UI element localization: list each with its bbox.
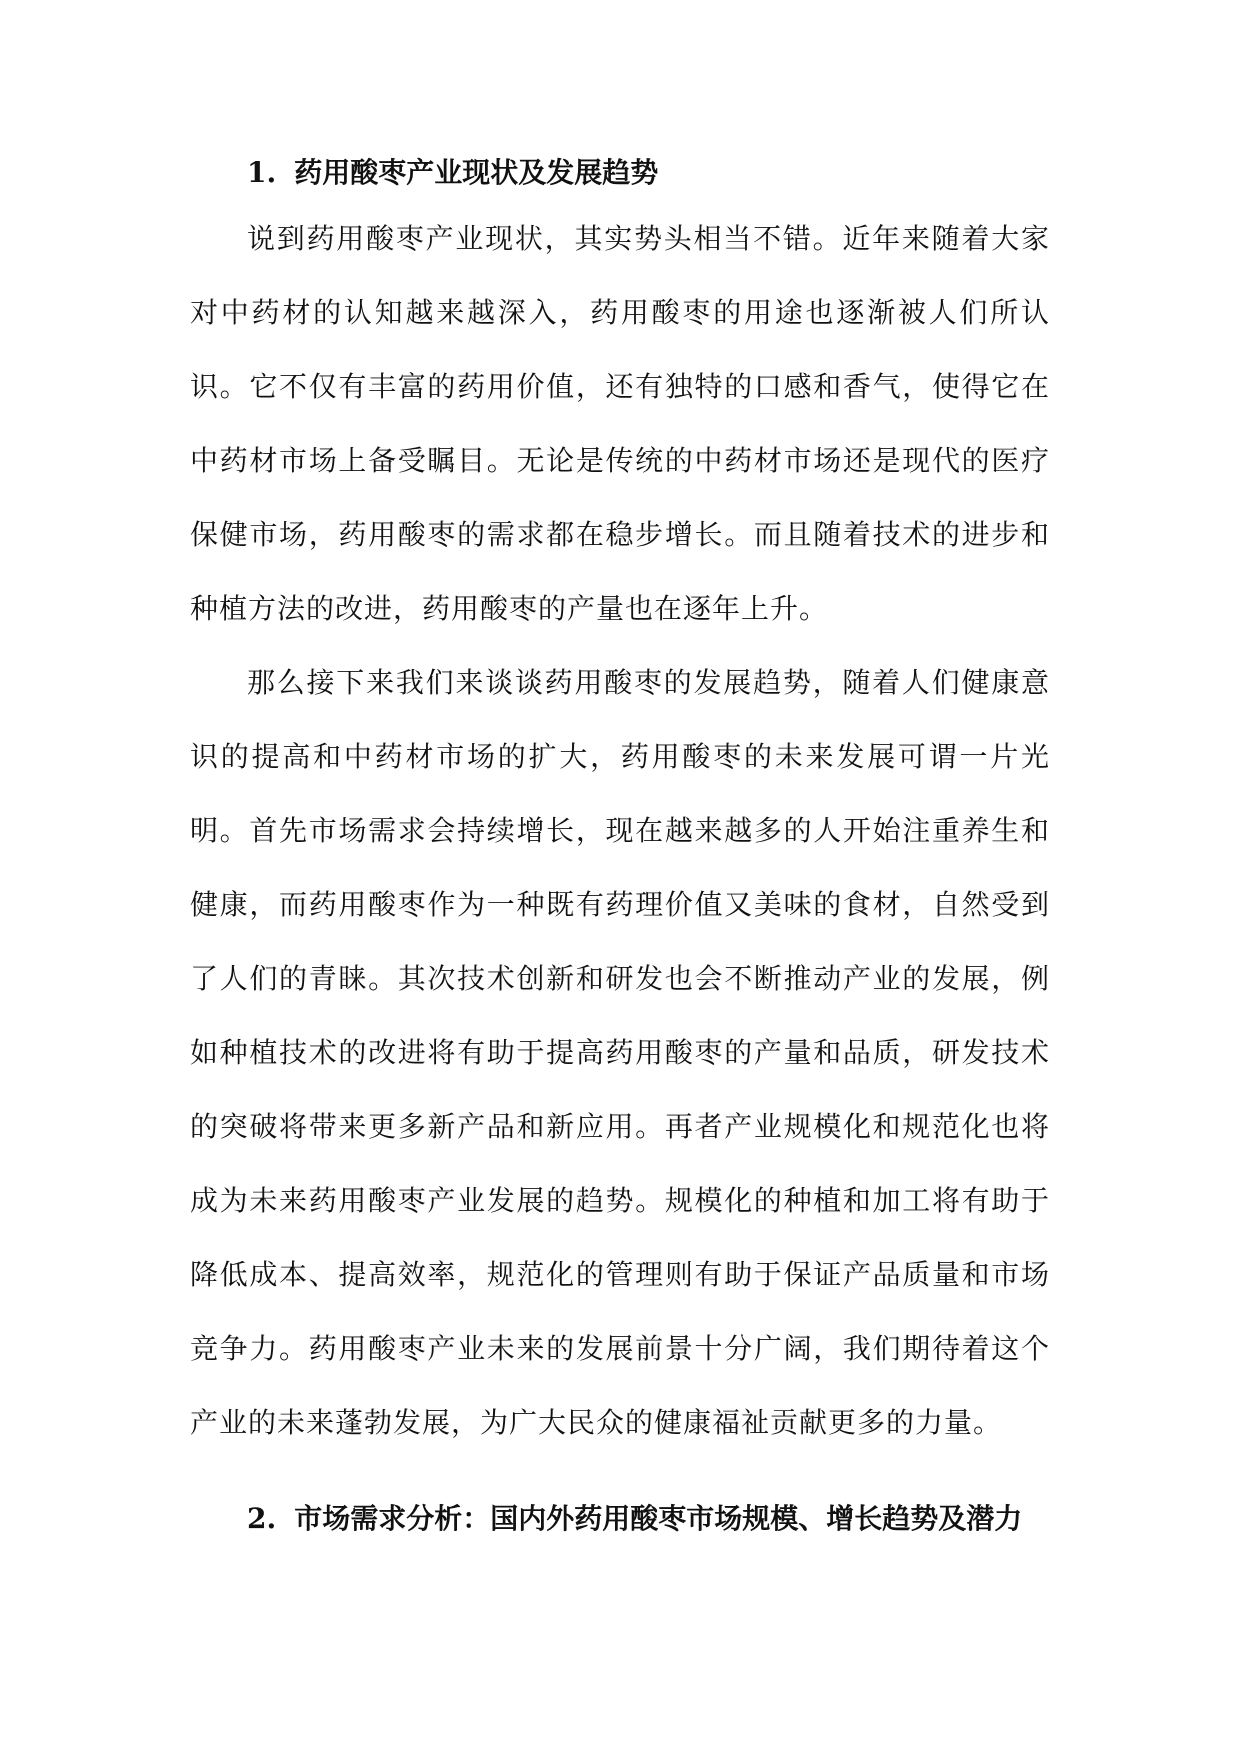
section-1-title: 药用酸枣产业现状及发展趋势 (294, 156, 659, 189)
section-1-heading (190, 140, 1050, 202)
section-2-heading (190, 1486, 1050, 1552)
section-2-title: 市场需求分析：国内外药用酸枣市场规模、增长趋势及潜力 (294, 1502, 1023, 1535)
section-2-number: 2. (247, 1502, 277, 1535)
section-2 (190, 1486, 1050, 1552)
section-1-number: 1. (247, 156, 277, 189)
section-1-paragraph-2: 那么接下来我们来谈谈药用酸枣的发展趋势，随着人们健康意识的提高和中药材市场的扩大，药用酸枣的未来发展可谓一片光明。首先市场需求会持续增长，现在越来越多的人开始注重养生和健康，而药用酸枣作为一种既有药理价值又美味的食材，自然受到了人们的青睐。其次技术创新和研发也会不断推动产业的发展，例如种植技术的改进将有助于提高药用酸枣的产量和品质，研发技术的突破将带来更多新产品和新应用。再者产业规模化和规范化也将成为未来药用酸枣产业发展的趋势。规模化的种植和加工将有助于降低成本、提高效率，规范化的管理则有助于保证产品质量和市场竞争力。药用酸枣产业未来的发展前景十分广阔，我们期待着这个产业的未来蓬勃发展，为广大民众的健康福祉贡献更多的力量。 (190, 666, 1050, 1439)
document-body (190, 140, 1050, 1552)
section-1 (190, 140, 1050, 1460)
section-1-paragraph-1: 说到药用酸枣产业现状，其实势头相当不错。近年来随着大家对中药材的认知越来越深入，药用酸枣的用途也逐渐被人们所认识。它不仅有丰富的药用价值，还有独特的口感和香气，使得它在中药材市场上备受瞩目。无论是传统的中药材市场还是现代的医疗保健市场，药用酸枣的需求都在稳步增长。而且随着技术的进步和种植方法的改进，药用酸枣的产量也在逐年上升。 (190, 222, 1050, 625)
